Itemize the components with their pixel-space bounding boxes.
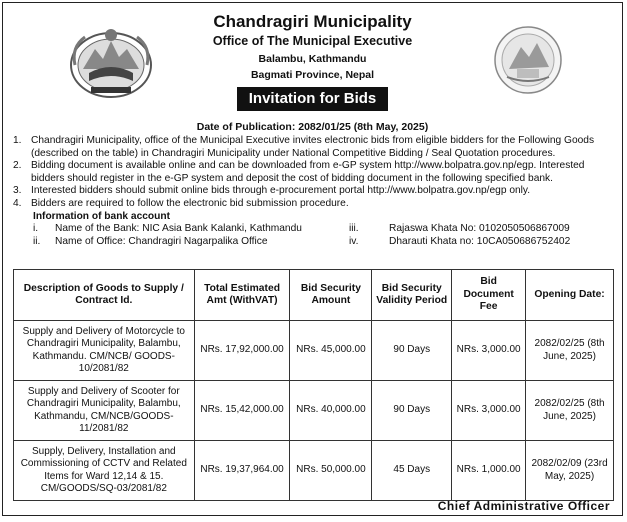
signatory-title: Chief Administrative Officer bbox=[437, 499, 610, 513]
table-row bbox=[14, 321, 614, 381]
cell-validity: 90 Days bbox=[372, 381, 452, 441]
publication-date: Date of Publication: 2082/01/25 (8th May, 2025) bbox=[196, 121, 429, 133]
cell-validity: 45 Days bbox=[372, 441, 452, 501]
col-description: Description of Goods to Supply / Contract Id. bbox=[14, 270, 195, 321]
item-text: Chandragiri Municipality, office of the Municipal Executive invites electronic bids from eligible bidders for the Following Goods (described on the table) in Chandragiri Municipality under National Competitive Bidding / Seal Quotation procedures. bbox=[31, 135, 595, 159]
col-opening-date: Opening Date: bbox=[526, 270, 614, 321]
cell-estimated-amount: NRs. 15,42,000.00 bbox=[194, 381, 290, 441]
col-estimated-amount: Total Estimated Amt (WithVAT) bbox=[194, 270, 290, 321]
table-row bbox=[14, 381, 614, 441]
office-name: Office of The Municipal Executive bbox=[212, 34, 413, 48]
col-bid-security: Bid Security Amount bbox=[290, 270, 372, 321]
bids-table bbox=[13, 269, 614, 501]
cell-description: Supply and Delivery of Motorcycle to Chandragiri Municipality, Balambu, Kathmandu. CM/NCB/ GOODS-10/2081/82 bbox=[14, 321, 195, 381]
cell-description: Supply and Delivery of Scooter for Chandragiri Municipality, Balambu, Kathmandu, CM/NCB/GOODS-11/2081/82 bbox=[14, 381, 195, 441]
bid-notice-page bbox=[2, 2, 623, 516]
bank-name: Name of the Bank: NIC Asia Bank Kalanki, Kathmandu bbox=[55, 223, 302, 235]
list-item bbox=[13, 160, 617, 185]
cell-opening-date: 2082/02/25 (8th June, 2025) bbox=[526, 381, 614, 441]
cell-bid-security: NRs. 50,000.00 bbox=[290, 441, 372, 501]
cell-bid-security: NRs. 40,000.00 bbox=[290, 381, 372, 441]
bank-row-number: i. bbox=[33, 223, 39, 235]
municipality-title: Chandragiri Municipality bbox=[213, 12, 412, 31]
item-number: 1. bbox=[13, 135, 22, 146]
cell-document-fee: NRs. 3,000.00 bbox=[452, 381, 526, 441]
cell-document-fee: NRs. 1,000.00 bbox=[452, 441, 526, 501]
dharauti-account: Dharauti Khata no: 10CA050686752402 bbox=[389, 235, 571, 247]
invitation-banner: Invitation for Bids bbox=[237, 87, 389, 111]
list-item bbox=[13, 135, 617, 160]
item-number: 4. bbox=[13, 197, 22, 209]
bank-info-row bbox=[13, 223, 617, 236]
cell-description: Supply, Delivery, Installation and Commissioning of CCTV and Related Items for Ward 12,14 & 15. CM/GOODS/SQ-03/2081/82 bbox=[14, 441, 195, 501]
item-text: Bidders are required to follow the electronic bid submission procedure. bbox=[31, 197, 349, 209]
bank-row-number: iii. bbox=[349, 223, 359, 235]
office-name-info: Name of Office: Chandragiri Nagarpalika Office bbox=[55, 235, 268, 247]
list-item bbox=[13, 198, 617, 211]
item-text: Interested bidders should submit online bids through e-procurement portal http://www.bolpatra.gov.np/egp only. bbox=[31, 185, 531, 197]
col-document-fee: Bid Document Fee bbox=[452, 270, 526, 321]
item-number: 2. bbox=[13, 160, 22, 172]
address-line-2: Bagmati Province, Nepal bbox=[250, 69, 375, 81]
notice-header bbox=[3, 11, 622, 111]
cell-document-fee: NRs. 3,000.00 bbox=[452, 321, 526, 381]
item-number: 3. bbox=[13, 185, 22, 197]
list-item bbox=[13, 185, 617, 198]
cell-estimated-amount: NRs. 19,37,964.00 bbox=[194, 441, 290, 501]
table-header-row bbox=[14, 270, 614, 321]
bank-row-number: iv. bbox=[349, 235, 359, 247]
cell-bid-security: NRs. 45,000.00 bbox=[290, 321, 372, 381]
address-line-1: Balambu, Kathmandu bbox=[258, 53, 367, 65]
cell-opening-date: 2082/02/09 (23rd May, 2025) bbox=[526, 441, 614, 501]
bank-info-heading: Information of bank account bbox=[33, 210, 170, 222]
table-row bbox=[14, 441, 614, 501]
bank-info-row bbox=[13, 236, 617, 249]
bank-row-number: ii. bbox=[33, 235, 41, 247]
cell-validity: 90 Days bbox=[372, 321, 452, 381]
rajaswa-account: Rajaswa Khata No: 0102050506867009 bbox=[389, 223, 570, 235]
cell-estimated-amount: NRs. 17,92,000.00 bbox=[194, 321, 290, 381]
item-text: Bidding document is available online and can be downloaded from e-GP system http://www.bolpatra.gov.np/egp. Interested bidders should register in the e-GP system and deposit the cost of bidding document in the following specified bank. bbox=[31, 160, 585, 184]
instructions-list bbox=[13, 135, 617, 248]
cell-opening-date: 2082/02/25 (8th June, 2025) bbox=[526, 321, 614, 381]
col-validity: Bid Security Validity Period bbox=[372, 270, 452, 321]
